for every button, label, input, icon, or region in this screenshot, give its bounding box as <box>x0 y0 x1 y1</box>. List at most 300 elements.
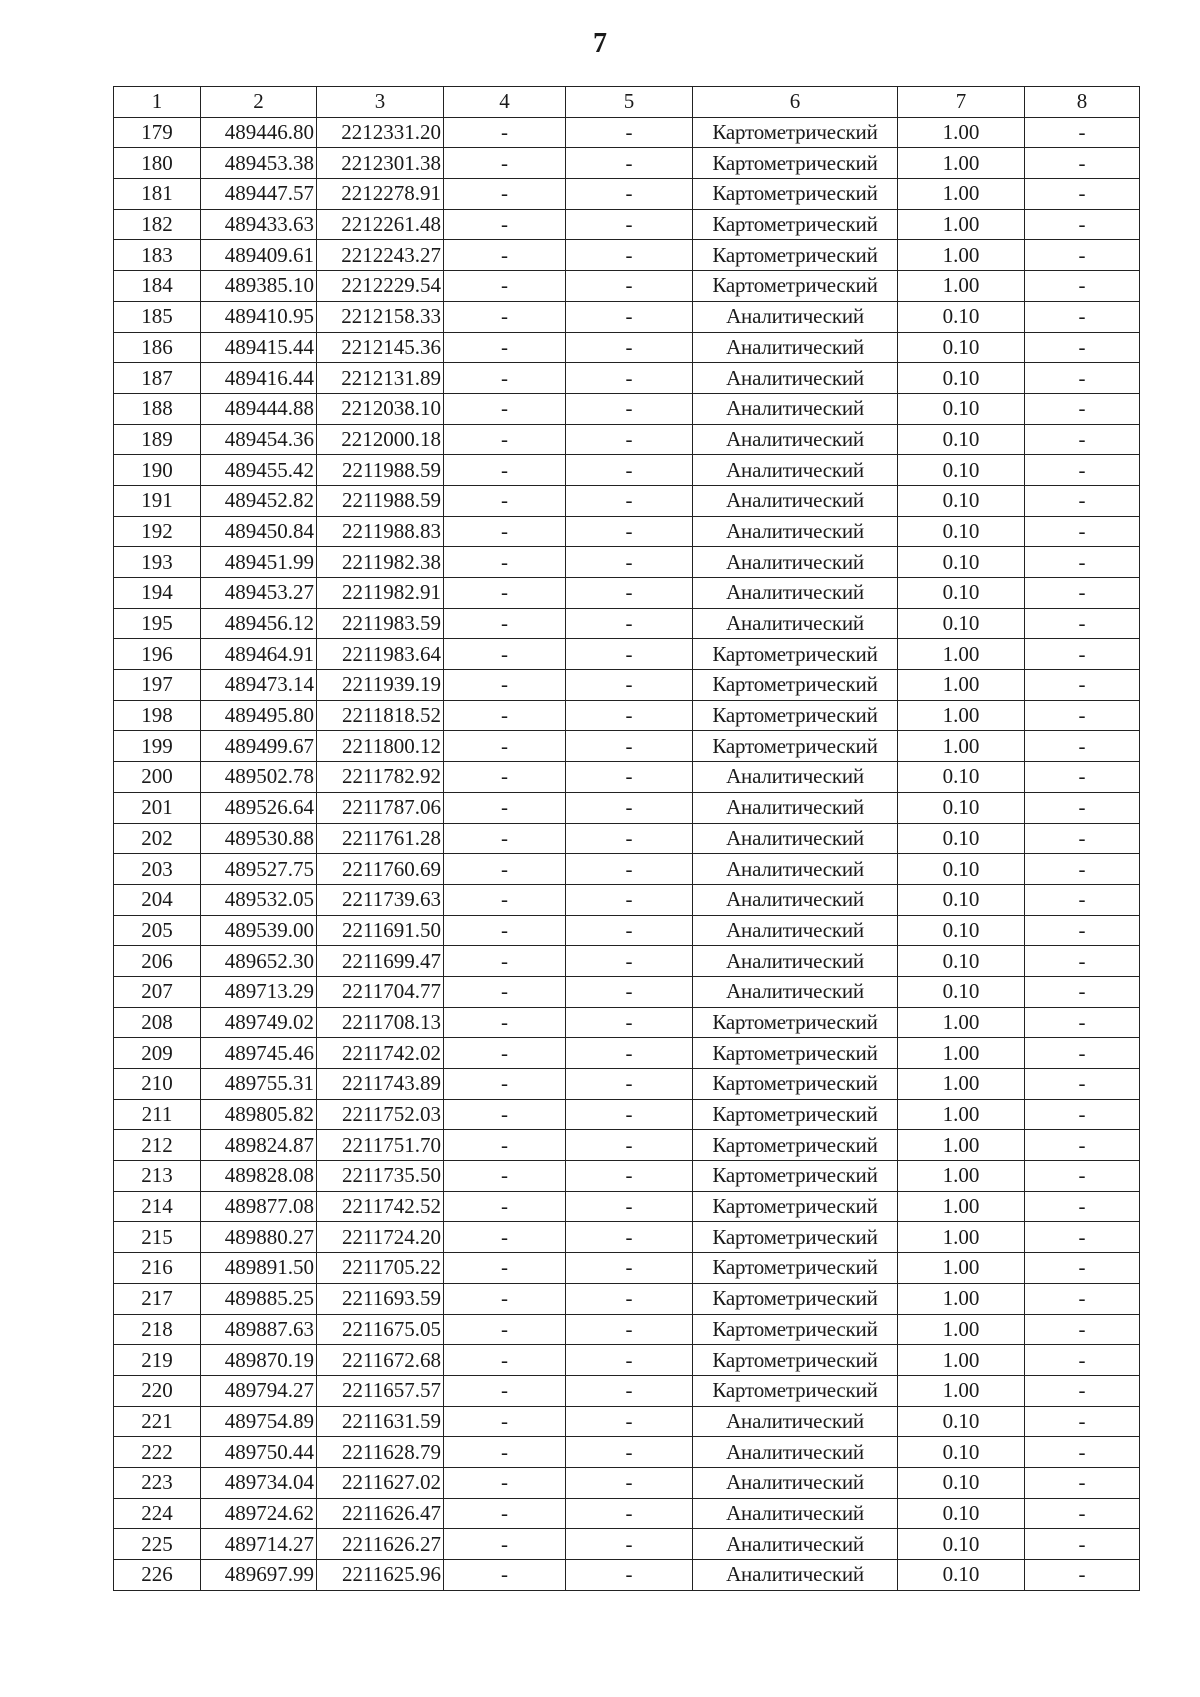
point-number-cell: 190 <box>114 455 201 486</box>
point-number-cell: 206 <box>114 946 201 977</box>
y-coordinate-cell: 2211631.59 <box>317 1406 444 1437</box>
table-row <box>114 485 1140 516</box>
x-coordinate-cell: 489456.12 <box>201 608 317 639</box>
x-coordinate-cell: 489880.27 <box>201 1222 317 1253</box>
table-row <box>114 1038 1140 1069</box>
table-row <box>114 1191 1140 1222</box>
x-coordinate-cell: 489450.84 <box>201 516 317 547</box>
col-5-cell: - <box>566 792 693 823</box>
col-8-cell: - <box>1025 762 1140 793</box>
y-coordinate-cell: 2212000.18 <box>317 424 444 455</box>
point-number-cell: 223 <box>114 1467 201 1498</box>
point-number-cell: 196 <box>114 639 201 670</box>
point-number-cell: 188 <box>114 393 201 424</box>
col-8-cell: - <box>1025 1375 1140 1406</box>
table-row <box>114 179 1140 210</box>
y-coordinate-cell: 2212261.48 <box>317 209 444 240</box>
y-coordinate-cell: 2211983.64 <box>317 639 444 670</box>
point-number-cell: 203 <box>114 854 201 885</box>
y-coordinate-cell: 2211704.77 <box>317 976 444 1007</box>
point-number-cell: 204 <box>114 884 201 915</box>
col-4-cell: - <box>444 393 566 424</box>
x-coordinate-cell: 489385.10 <box>201 271 317 302</box>
method-cell: Картометрический <box>693 1222 898 1253</box>
col-4-cell: - <box>444 1560 566 1591</box>
point-number-cell: 183 <box>114 240 201 271</box>
point-number-cell: 216 <box>114 1253 201 1284</box>
point-number-cell: 187 <box>114 363 201 394</box>
accuracy-cell: 0.10 <box>898 946 1025 977</box>
point-number-cell: 180 <box>114 148 201 179</box>
x-coordinate-cell: 489745.46 <box>201 1038 317 1069</box>
x-coordinate-cell: 489750.44 <box>201 1437 317 1468</box>
col-5-cell: - <box>566 240 693 271</box>
method-cell: Аналитический <box>693 1498 898 1529</box>
col-4-cell: - <box>444 1130 566 1161</box>
col-8-cell: - <box>1025 1560 1140 1591</box>
method-cell: Аналитический <box>693 1406 898 1437</box>
col-5-cell: - <box>566 1222 693 1253</box>
column-header-8: 8 <box>1025 87 1140 118</box>
x-coordinate-cell: 489877.08 <box>201 1191 317 1222</box>
col-4-cell: - <box>444 179 566 210</box>
col-8-cell: - <box>1025 976 1140 1007</box>
accuracy-cell: 1.00 <box>898 1130 1025 1161</box>
col-4-cell: - <box>444 485 566 516</box>
col-5-cell: - <box>566 148 693 179</box>
point-number-cell: 205 <box>114 915 201 946</box>
table-row <box>114 1161 1140 1192</box>
accuracy-cell: 1.00 <box>898 271 1025 302</box>
table-row <box>114 639 1140 670</box>
table-row <box>114 1498 1140 1529</box>
table-header-row <box>114 87 1140 118</box>
col-8-cell: - <box>1025 1038 1140 1069</box>
point-number-cell: 215 <box>114 1222 201 1253</box>
accuracy-cell: 0.10 <box>898 854 1025 885</box>
col-8-cell: - <box>1025 670 1140 701</box>
method-cell: Аналитический <box>693 455 898 486</box>
point-number-cell: 220 <box>114 1375 201 1406</box>
y-coordinate-cell: 2211782.92 <box>317 762 444 793</box>
method-cell: Картометрический <box>693 1069 898 1100</box>
accuracy-cell: 0.10 <box>898 363 1025 394</box>
accuracy-cell: 1.00 <box>898 1375 1025 1406</box>
accuracy-cell: 0.10 <box>898 578 1025 609</box>
col-5-cell: - <box>566 1467 693 1498</box>
column-header-6: 6 <box>693 87 898 118</box>
table-row <box>114 1069 1140 1100</box>
col-8-cell: - <box>1025 1007 1140 1038</box>
accuracy-cell: 0.10 <box>898 516 1025 547</box>
x-coordinate-cell: 489409.61 <box>201 240 317 271</box>
col-8-cell: - <box>1025 1437 1140 1468</box>
col-4-cell: - <box>444 976 566 1007</box>
col-4-cell: - <box>444 148 566 179</box>
table-row <box>114 884 1140 915</box>
col-4-cell: - <box>444 1099 566 1130</box>
col-5-cell: - <box>566 1191 693 1222</box>
col-8-cell: - <box>1025 792 1140 823</box>
x-coordinate-cell: 489502.78 <box>201 762 317 793</box>
col-4-cell: - <box>444 762 566 793</box>
y-coordinate-cell: 2211708.13 <box>317 1007 444 1038</box>
col-5-cell: - <box>566 424 693 455</box>
method-cell: Картометрический <box>693 700 898 731</box>
method-cell: Аналитический <box>693 946 898 977</box>
y-coordinate-cell: 2211691.50 <box>317 915 444 946</box>
col-4-cell: - <box>444 1253 566 1284</box>
x-coordinate-cell: 489495.80 <box>201 700 317 731</box>
method-cell: Аналитический <box>693 578 898 609</box>
col-8-cell: - <box>1025 148 1140 179</box>
x-coordinate-cell: 489754.89 <box>201 1406 317 1437</box>
y-coordinate-cell: 2212038.10 <box>317 393 444 424</box>
table-row <box>114 1437 1140 1468</box>
table-row <box>114 700 1140 731</box>
accuracy-cell: 0.10 <box>898 1560 1025 1591</box>
table-row <box>114 1253 1140 1284</box>
col-4-cell: - <box>444 1406 566 1437</box>
method-cell: Аналитический <box>693 608 898 639</box>
col-5-cell: - <box>566 485 693 516</box>
col-5-cell: - <box>566 1314 693 1345</box>
y-coordinate-cell: 2211699.47 <box>317 946 444 977</box>
col-5-cell: - <box>566 1529 693 1560</box>
method-cell: Аналитический <box>693 1467 898 1498</box>
method-cell: Картометрический <box>693 117 898 148</box>
method-cell: Аналитический <box>693 976 898 1007</box>
col-5-cell: - <box>566 854 693 885</box>
point-number-cell: 224 <box>114 1498 201 1529</box>
method-cell: Аналитический <box>693 332 898 363</box>
col-5-cell: - <box>566 301 693 332</box>
method-cell: Картометрический <box>693 670 898 701</box>
column-header-5: 5 <box>566 87 693 118</box>
table-row <box>114 301 1140 332</box>
point-number-cell: 214 <box>114 1191 201 1222</box>
method-cell: Аналитический <box>693 792 898 823</box>
method-cell: Картометрический <box>693 209 898 240</box>
method-cell: Аналитический <box>693 1560 898 1591</box>
col-5-cell: - <box>566 547 693 578</box>
table-row <box>114 240 1140 271</box>
table-row <box>114 332 1140 363</box>
col-4-cell: - <box>444 424 566 455</box>
col-4-cell: - <box>444 884 566 915</box>
x-coordinate-cell: 489447.57 <box>201 179 317 210</box>
method-cell: Картометрический <box>693 1375 898 1406</box>
accuracy-cell: 0.10 <box>898 547 1025 578</box>
col-5-cell: - <box>566 1130 693 1161</box>
method-cell: Картометрический <box>693 271 898 302</box>
x-coordinate-cell: 489526.64 <box>201 792 317 823</box>
y-coordinate-cell: 2211735.50 <box>317 1161 444 1192</box>
x-coordinate-cell: 489734.04 <box>201 1467 317 1498</box>
accuracy-cell: 0.10 <box>898 884 1025 915</box>
point-number-cell: 195 <box>114 608 201 639</box>
column-header-4: 4 <box>444 87 566 118</box>
col-8-cell: - <box>1025 1498 1140 1529</box>
table-row <box>114 792 1140 823</box>
point-number-cell: 192 <box>114 516 201 547</box>
col-5-cell: - <box>566 1345 693 1376</box>
y-coordinate-cell: 2211800.12 <box>317 731 444 762</box>
table-row <box>114 915 1140 946</box>
col-4-cell: - <box>444 1314 566 1345</box>
point-number-cell: 211 <box>114 1099 201 1130</box>
point-number-cell: 194 <box>114 578 201 609</box>
x-coordinate-cell: 489452.82 <box>201 485 317 516</box>
y-coordinate-cell: 2211760.69 <box>317 854 444 885</box>
col-8-cell: - <box>1025 547 1140 578</box>
col-8-cell: - <box>1025 1222 1140 1253</box>
x-coordinate-cell: 489749.02 <box>201 1007 317 1038</box>
col-8-cell: - <box>1025 1099 1140 1130</box>
x-coordinate-cell: 489805.82 <box>201 1099 317 1130</box>
accuracy-cell: 1.00 <box>898 117 1025 148</box>
point-number-cell: 222 <box>114 1437 201 1468</box>
point-number-cell: 200 <box>114 762 201 793</box>
method-cell: Картометрический <box>693 1345 898 1376</box>
y-coordinate-cell: 2211743.89 <box>317 1069 444 1100</box>
col-8-cell: - <box>1025 1283 1140 1314</box>
col-5-cell: - <box>566 731 693 762</box>
col-5-cell: - <box>566 271 693 302</box>
table-row <box>114 854 1140 885</box>
y-coordinate-cell: 2211742.52 <box>317 1191 444 1222</box>
col-8-cell: - <box>1025 240 1140 271</box>
col-4-cell: - <box>444 209 566 240</box>
col-5-cell: - <box>566 608 693 639</box>
col-5-cell: - <box>566 516 693 547</box>
accuracy-cell: 1.00 <box>898 1038 1025 1069</box>
table-row <box>114 670 1140 701</box>
method-cell: Аналитический <box>693 516 898 547</box>
table-row <box>114 976 1140 1007</box>
table-row <box>114 148 1140 179</box>
y-coordinate-cell: 2212278.91 <box>317 179 444 210</box>
method-cell: Аналитический <box>693 762 898 793</box>
accuracy-cell: 1.00 <box>898 1161 1025 1192</box>
accuracy-cell: 0.10 <box>898 976 1025 1007</box>
column-header-2: 2 <box>201 87 317 118</box>
method-cell: Аналитический <box>693 915 898 946</box>
x-coordinate-cell: 489415.44 <box>201 332 317 363</box>
table-row <box>114 117 1140 148</box>
point-number-cell: 212 <box>114 1130 201 1161</box>
method-cell: Картометрический <box>693 1130 898 1161</box>
col-4-cell: - <box>444 547 566 578</box>
y-coordinate-cell: 2211818.52 <box>317 700 444 731</box>
y-coordinate-cell: 2211761.28 <box>317 823 444 854</box>
col-5-cell: - <box>566 946 693 977</box>
x-coordinate-cell: 489885.25 <box>201 1283 317 1314</box>
x-coordinate-cell: 489416.44 <box>201 363 317 394</box>
x-coordinate-cell: 489454.36 <box>201 424 317 455</box>
col-8-cell: - <box>1025 731 1140 762</box>
method-cell: Картометрический <box>693 1283 898 1314</box>
column-header-1: 1 <box>114 87 201 118</box>
y-coordinate-cell: 2212331.20 <box>317 117 444 148</box>
accuracy-cell: 1.00 <box>898 148 1025 179</box>
col-8-cell: - <box>1025 516 1140 547</box>
col-8-cell: - <box>1025 179 1140 210</box>
col-8-cell: - <box>1025 1130 1140 1161</box>
accuracy-cell: 1.00 <box>898 1283 1025 1314</box>
col-8-cell: - <box>1025 209 1140 240</box>
accuracy-cell: 0.10 <box>898 1437 1025 1468</box>
accuracy-cell: 0.10 <box>898 823 1025 854</box>
col-4-cell: - <box>444 1467 566 1498</box>
col-4-cell: - <box>444 854 566 885</box>
method-cell: Картометрический <box>693 240 898 271</box>
accuracy-cell: 0.10 <box>898 424 1025 455</box>
col-8-cell: - <box>1025 455 1140 486</box>
col-8-cell: - <box>1025 578 1140 609</box>
y-coordinate-cell: 2212158.33 <box>317 301 444 332</box>
x-coordinate-cell: 489446.80 <box>201 117 317 148</box>
table-row <box>114 271 1140 302</box>
table-row <box>114 393 1140 424</box>
method-cell: Аналитический <box>693 547 898 578</box>
method-cell: Аналитический <box>693 823 898 854</box>
column-header-7: 7 <box>898 87 1025 118</box>
table-row <box>114 578 1140 609</box>
col-4-cell: - <box>444 1437 566 1468</box>
method-cell: Картометрический <box>693 1007 898 1038</box>
x-coordinate-cell: 489828.08 <box>201 1161 317 1192</box>
x-coordinate-cell: 489539.00 <box>201 915 317 946</box>
col-5-cell: - <box>566 455 693 486</box>
col-4-cell: - <box>444 700 566 731</box>
accuracy-cell: 1.00 <box>898 1345 1025 1376</box>
col-5-cell: - <box>566 578 693 609</box>
accuracy-cell: 0.10 <box>898 1498 1025 1529</box>
col-5-cell: - <box>566 1099 693 1130</box>
col-5-cell: - <box>566 1437 693 1468</box>
col-8-cell: - <box>1025 271 1140 302</box>
y-coordinate-cell: 2211939.19 <box>317 670 444 701</box>
table-row <box>114 823 1140 854</box>
x-coordinate-cell: 489451.99 <box>201 547 317 578</box>
table-row <box>114 1345 1140 1376</box>
table-row <box>114 1007 1140 1038</box>
point-number-cell: 219 <box>114 1345 201 1376</box>
y-coordinate-cell: 2211705.22 <box>317 1253 444 1284</box>
accuracy-cell: 0.10 <box>898 455 1025 486</box>
col-5-cell: - <box>566 179 693 210</box>
x-coordinate-cell: 489824.87 <box>201 1130 317 1161</box>
col-5-cell: - <box>566 1007 693 1038</box>
page-number: 7 <box>593 28 607 59</box>
table-row <box>114 608 1140 639</box>
y-coordinate-cell: 2211675.05 <box>317 1314 444 1345</box>
col-5-cell: - <box>566 1560 693 1591</box>
y-coordinate-cell: 2211739.63 <box>317 884 444 915</box>
y-coordinate-cell: 2211751.70 <box>317 1130 444 1161</box>
accuracy-cell: 0.10 <box>898 792 1025 823</box>
point-number-cell: 221 <box>114 1406 201 1437</box>
col-8-cell: - <box>1025 393 1140 424</box>
table-row <box>114 1467 1140 1498</box>
method-cell: Картометрический <box>693 1099 898 1130</box>
x-coordinate-cell: 489433.63 <box>201 209 317 240</box>
col-8-cell: - <box>1025 1529 1140 1560</box>
point-number-cell: 208 <box>114 1007 201 1038</box>
table-row <box>114 1560 1140 1591</box>
col-4-cell: - <box>444 731 566 762</box>
col-5-cell: - <box>566 823 693 854</box>
point-number-cell: 217 <box>114 1283 201 1314</box>
x-coordinate-cell: 489713.29 <box>201 976 317 1007</box>
point-number-cell: 226 <box>114 1560 201 1591</box>
y-coordinate-cell: 2211693.59 <box>317 1283 444 1314</box>
col-4-cell: - <box>444 1283 566 1314</box>
point-number-cell: 218 <box>114 1314 201 1345</box>
table-row <box>114 1406 1140 1437</box>
method-cell: Аналитический <box>693 485 898 516</box>
point-number-cell: 201 <box>114 792 201 823</box>
x-coordinate-cell: 489794.27 <box>201 1375 317 1406</box>
accuracy-cell: 0.10 <box>898 608 1025 639</box>
y-coordinate-cell: 2211742.02 <box>317 1038 444 1069</box>
x-coordinate-cell: 489532.05 <box>201 884 317 915</box>
col-8-cell: - <box>1025 915 1140 946</box>
y-coordinate-cell: 2212145.36 <box>317 332 444 363</box>
col-4-cell: - <box>444 455 566 486</box>
y-coordinate-cell: 2211982.38 <box>317 547 444 578</box>
point-number-cell: 199 <box>114 731 201 762</box>
col-4-cell: - <box>444 1375 566 1406</box>
point-number-cell: 202 <box>114 823 201 854</box>
col-8-cell: - <box>1025 1069 1140 1100</box>
table-body <box>114 117 1140 1590</box>
col-8-cell: - <box>1025 854 1140 885</box>
x-coordinate-cell: 489755.31 <box>201 1069 317 1100</box>
col-4-cell: - <box>444 608 566 639</box>
col-4-cell: - <box>444 946 566 977</box>
col-4-cell: - <box>444 301 566 332</box>
col-8-cell: - <box>1025 1161 1140 1192</box>
col-5-cell: - <box>566 639 693 670</box>
y-coordinate-cell: 2211982.91 <box>317 578 444 609</box>
table-row <box>114 1222 1140 1253</box>
point-number-cell: 207 <box>114 976 201 1007</box>
col-8-cell: - <box>1025 332 1140 363</box>
point-number-cell: 179 <box>114 117 201 148</box>
col-4-cell: - <box>444 1345 566 1376</box>
y-coordinate-cell: 2212243.27 <box>317 240 444 271</box>
col-8-cell: - <box>1025 639 1140 670</box>
y-coordinate-cell: 2211625.96 <box>317 1560 444 1591</box>
accuracy-cell: 0.10 <box>898 393 1025 424</box>
col-4-cell: - <box>444 1069 566 1100</box>
col-8-cell: - <box>1025 1191 1140 1222</box>
col-5-cell: - <box>566 1038 693 1069</box>
accuracy-cell: 0.10 <box>898 762 1025 793</box>
col-5-cell: - <box>566 1161 693 1192</box>
table-row <box>114 1314 1140 1345</box>
accuracy-cell: 1.00 <box>898 179 1025 210</box>
col-4-cell: - <box>444 670 566 701</box>
table-row <box>114 209 1140 240</box>
point-number-cell: 186 <box>114 332 201 363</box>
table-row <box>114 1529 1140 1560</box>
method-cell: Картометрический <box>693 1161 898 1192</box>
method-cell: Картометрический <box>693 1314 898 1345</box>
table-row <box>114 516 1140 547</box>
